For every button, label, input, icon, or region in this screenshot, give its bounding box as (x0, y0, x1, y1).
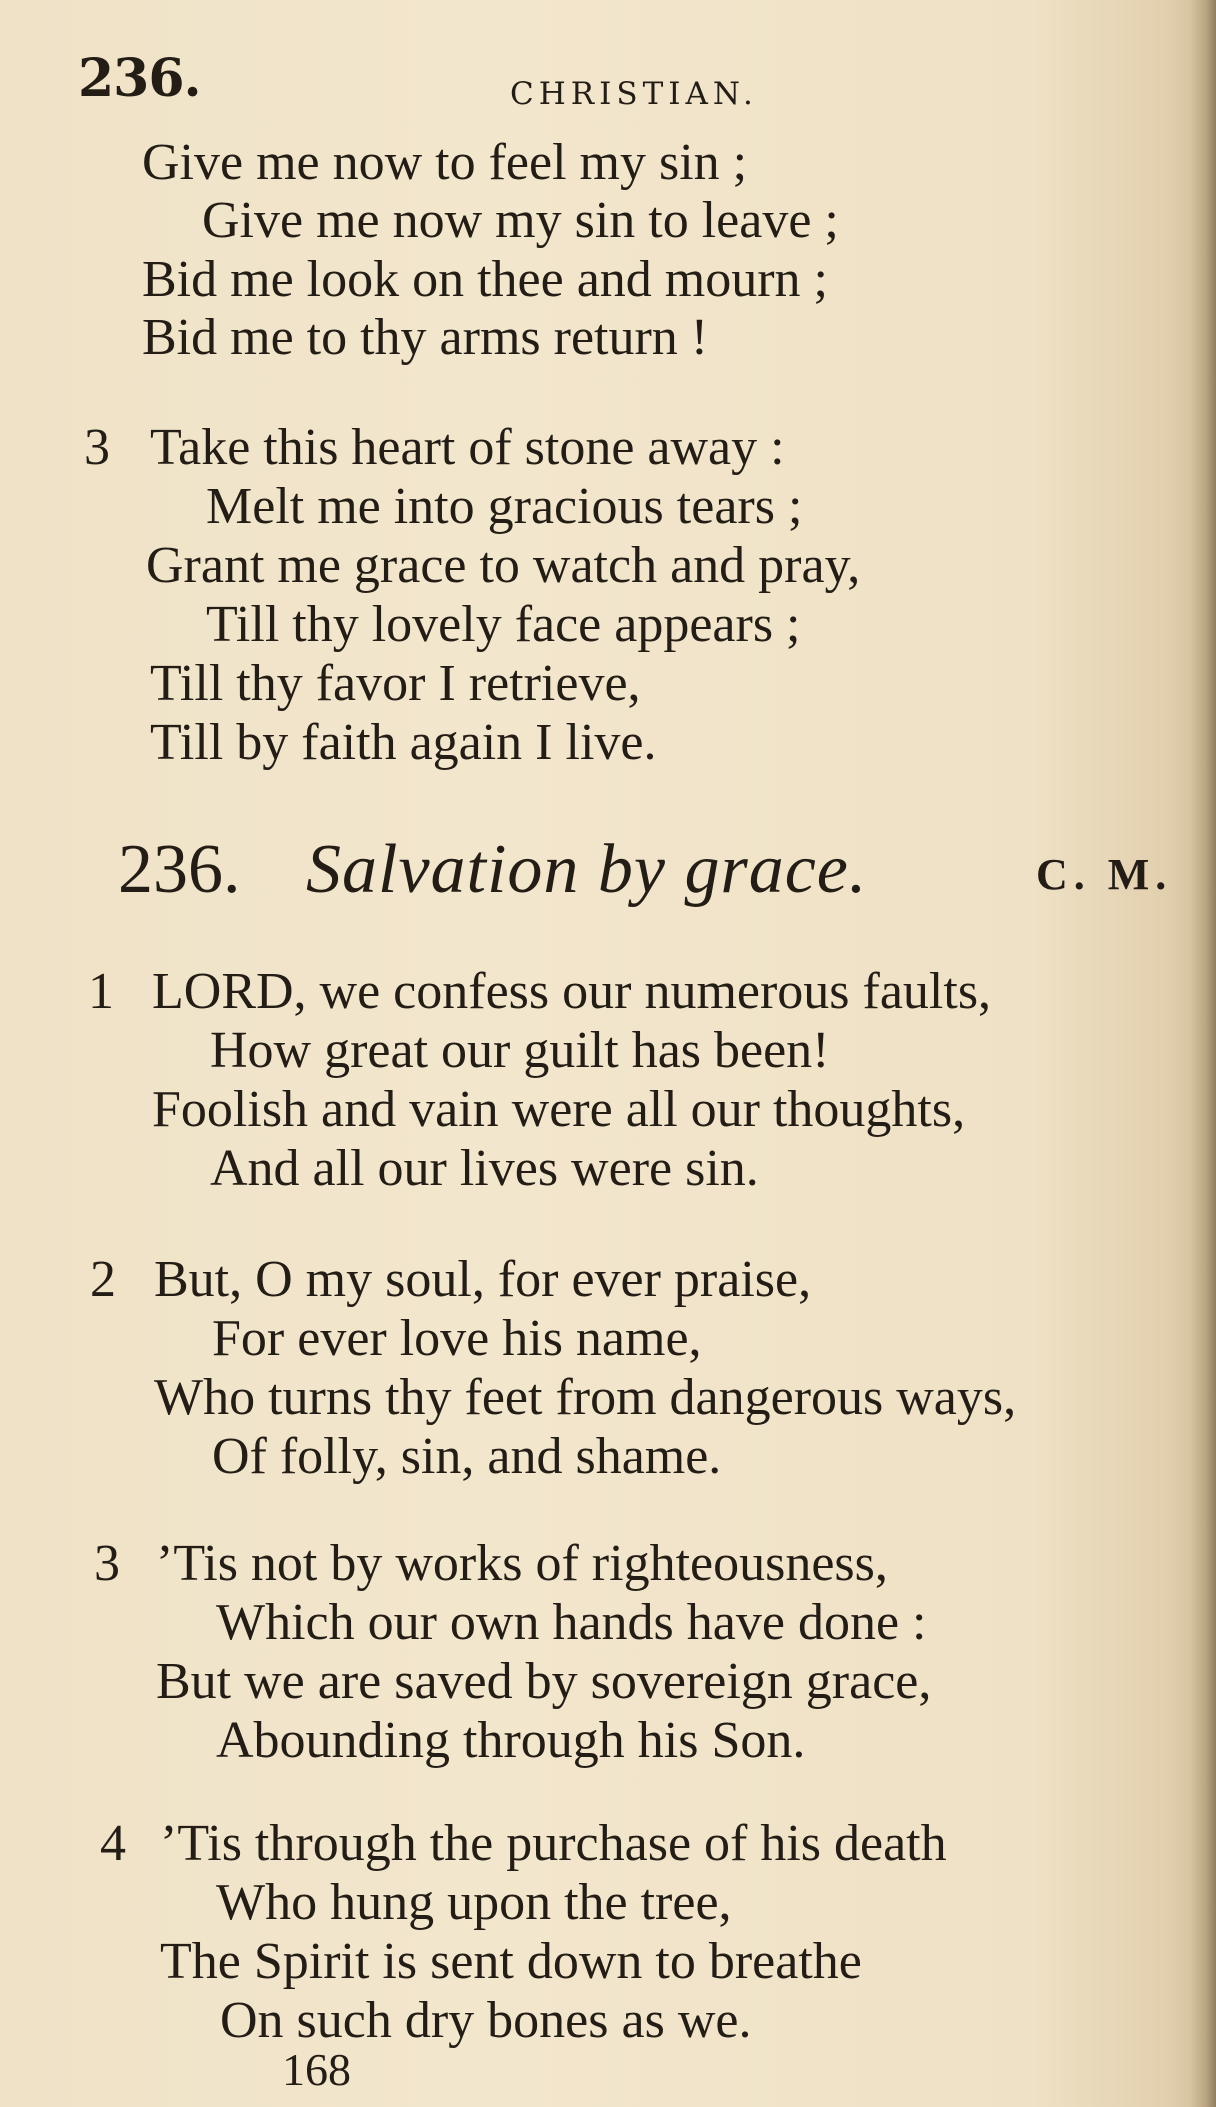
page-edge-shadow (1190, 0, 1216, 2107)
stanza-3-line-3: But we are saved by sovereign grace, (156, 1653, 932, 1710)
hymn-title: Salvation by grace. (306, 831, 868, 908)
prev-stanza2-line-1: Give me now to feel my sin ; (142, 134, 748, 191)
prev-stanza2-line-4: Bid me to thy arms return ! (142, 309, 709, 366)
stanza-3-line-2: Which our own hands have done : (216, 1594, 927, 1651)
prev-stanza3-line-2: Melt me into gracious tears ; (206, 478, 803, 535)
stanza-2-line-1: But, O my soul, for ever praise, (154, 1251, 812, 1308)
prev-stanza3-line-1: Take this heart of stone away : (150, 419, 785, 476)
hymn-number: 236. (118, 831, 241, 908)
stanza-1-line-1: LORD, we confess our numerous faults, (152, 963, 992, 1020)
stanza-3-number: 3 (94, 1535, 120, 1592)
stanza-1-number: 1 (88, 963, 114, 1020)
stanza-4-line-1: ’Tis through the purchase of his death (160, 1815, 947, 1872)
stanza-4-line-4: On such dry bones as we. (220, 1992, 752, 2049)
stanza-1-line-2: How great our guilt has been! (210, 1022, 830, 1079)
stanza-2-number: 2 (90, 1251, 116, 1308)
prev-stanza2-line-2: Give me now my sin to leave ; (202, 192, 839, 249)
stanza-2-line-2: For ever love his name, (212, 1310, 702, 1367)
stanza-1-line-4: And all our lives were sin. (210, 1140, 759, 1197)
stanza-3-line-1: ’Tis not by works of righteousness, (156, 1535, 888, 1592)
prev-stanza3-line-5: Till thy favor I retrieve, (150, 655, 641, 712)
prev-stanza3-line-6: Till by faith again I live. (150, 714, 657, 771)
stanza-4-line-2: Who hung upon the tree, (216, 1874, 732, 1931)
prev-stanza2-line-3: Bid me look on thee and mourn ; (142, 251, 829, 308)
stanza-3-line-4: Abounding through his Son. (216, 1712, 806, 1769)
stanza-1-line-3: Foolish and vain were all our thoughts, (152, 1081, 966, 1138)
running-header-number: 236. (78, 48, 201, 109)
hymn-meter: C. M. (1036, 850, 1173, 899)
prev-stanza3-number: 3 (84, 419, 110, 476)
prev-stanza3-line-4: Till thy lovely face appears ; (206, 596, 801, 653)
stanza-4-line-3: The Spirit is sent down to breathe (160, 1933, 862, 1990)
page-number: 168 (282, 2044, 351, 2095)
stanza-2-line-4: Of folly, sin, and shame. (212, 1428, 722, 1485)
running-header-title: CHRISTIAN. (510, 76, 758, 112)
stanza-2-line-3: Who turns thy feet from dangerous ways, (154, 1369, 1017, 1426)
stanza-4-number: 4 (100, 1815, 126, 1872)
prev-stanza3-line-3: Grant me grace to watch and pray, (146, 537, 861, 594)
